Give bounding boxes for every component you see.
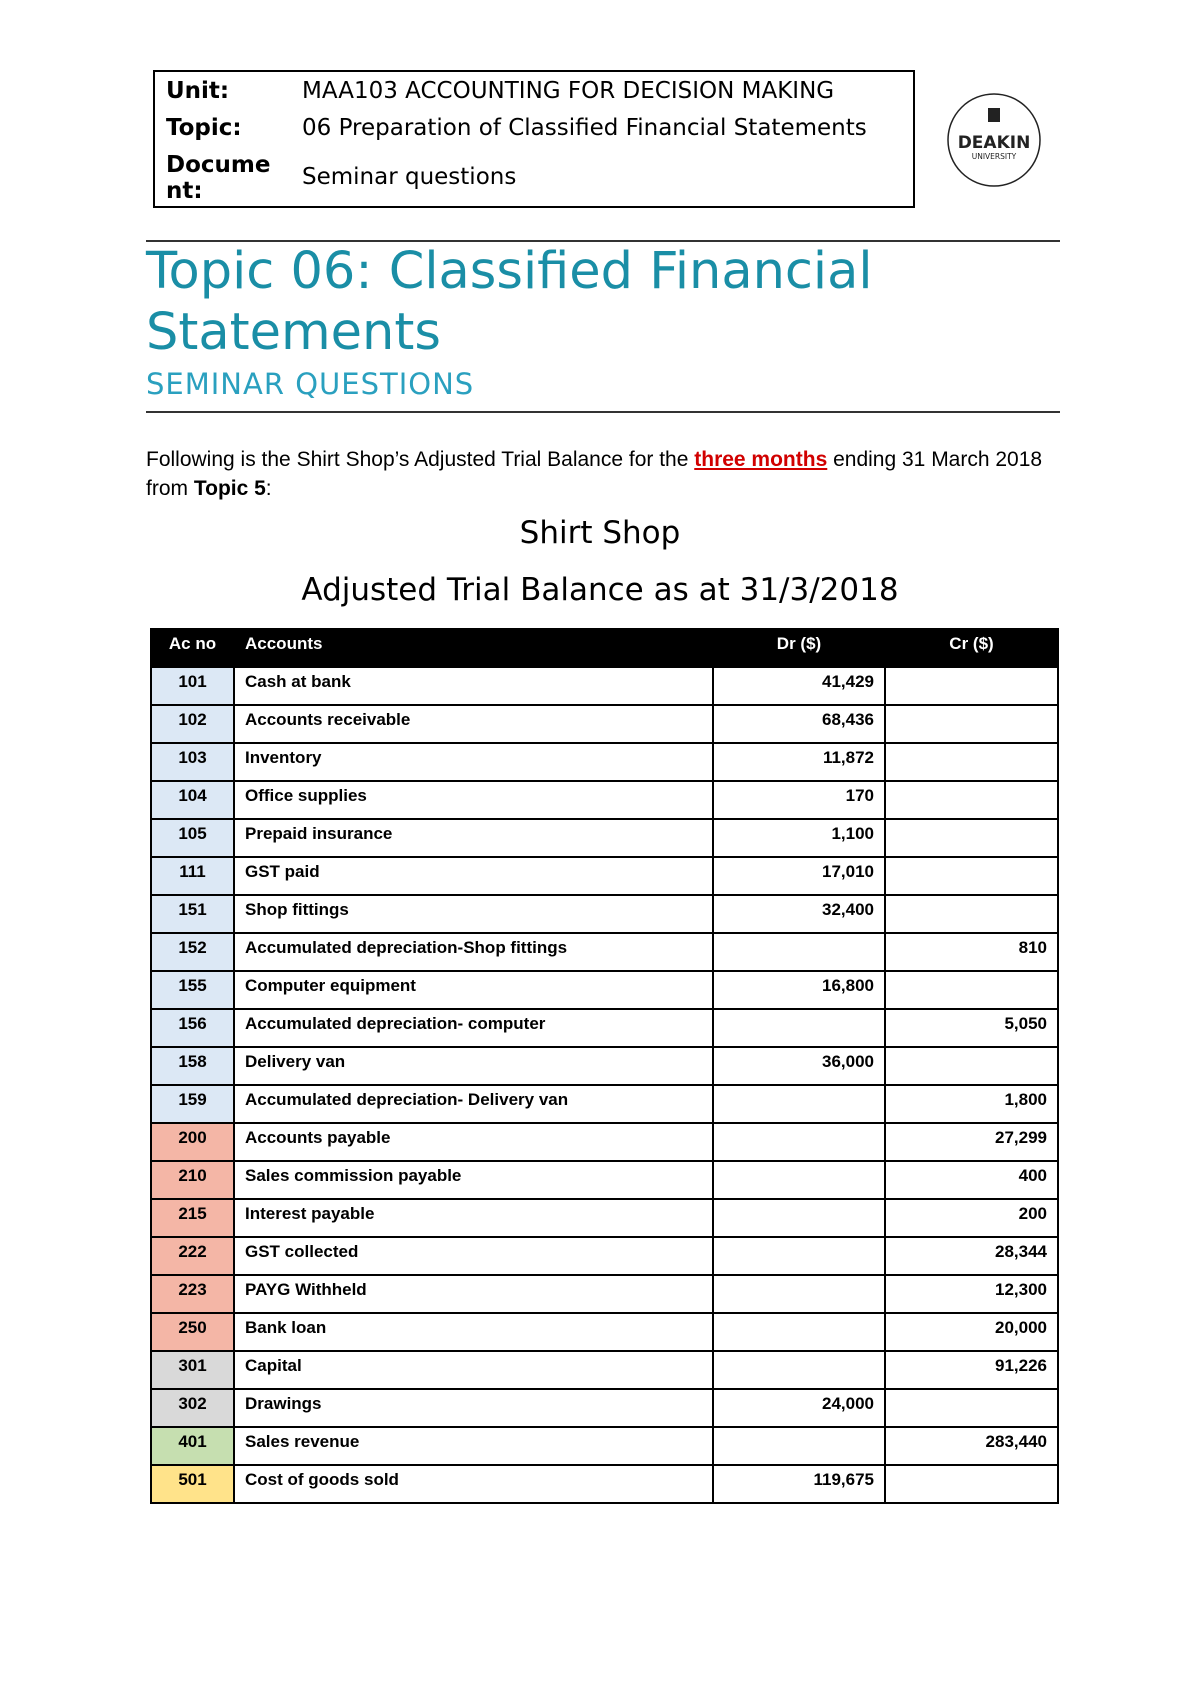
- table-row: [151, 1047, 1058, 1085]
- debit-amount: 170: [713, 781, 885, 819]
- account-name: Interest payable: [234, 1199, 713, 1237]
- unit-label: Unit:: [166, 78, 230, 104]
- page-title-line1: Topic 06: Classified Financial: [146, 242, 873, 301]
- credit-amount: 12,300: [885, 1275, 1058, 1313]
- account-number: 158: [151, 1047, 234, 1085]
- debit-amount: [713, 1237, 885, 1275]
- credit-amount: [885, 1047, 1058, 1085]
- table-row: [151, 1199, 1058, 1237]
- account-number: 302: [151, 1389, 234, 1427]
- account-number: 159: [151, 1085, 234, 1123]
- account-name: Capital: [234, 1351, 713, 1389]
- account-name: Inventory: [234, 743, 713, 781]
- intro-highlight: three months: [694, 448, 828, 471]
- account-number: 111: [151, 857, 234, 895]
- debit-amount: 41,429: [713, 667, 885, 705]
- account-number: 210: [151, 1161, 234, 1199]
- account-name: Drawings: [234, 1389, 713, 1427]
- credit-amount: 200: [885, 1199, 1058, 1237]
- account-name: Shop fittings: [234, 895, 713, 933]
- debit-amount: [713, 1085, 885, 1123]
- debit-amount: 36,000: [713, 1047, 885, 1085]
- account-name: Prepaid insurance: [234, 819, 713, 857]
- account-number: 155: [151, 971, 234, 1009]
- header-cr: Cr ($): [885, 629, 1058, 667]
- credit-amount: 400: [885, 1161, 1058, 1199]
- account-number: 104: [151, 781, 234, 819]
- debit-amount: [713, 1123, 885, 1161]
- table-row: [151, 1085, 1058, 1123]
- debit-amount: [713, 1313, 885, 1351]
- debit-amount: 24,000: [713, 1389, 885, 1427]
- intro-paragraph: [146, 445, 1046, 503]
- account-number: 105: [151, 819, 234, 857]
- debit-amount: [713, 933, 885, 971]
- account-name: Accounts receivable: [234, 705, 713, 743]
- page-title: [146, 241, 1046, 363]
- account-name: GST paid: [234, 857, 713, 895]
- table-row: [151, 1389, 1058, 1427]
- debit-amount: 17,010: [713, 857, 885, 895]
- header-ac-no: Ac no: [151, 629, 234, 667]
- table-row: [151, 1237, 1058, 1275]
- debit-amount: 11,872: [713, 743, 885, 781]
- account-name: Cash at bank: [234, 667, 713, 705]
- table-header-row: [151, 629, 1058, 667]
- account-number: 200: [151, 1123, 234, 1161]
- credit-amount: 5,050: [885, 1009, 1058, 1047]
- account-number: 301: [151, 1351, 234, 1389]
- header-accounts: Accounts: [234, 629, 713, 667]
- page-subtitle: SEMINAR QUESTIONS: [146, 367, 475, 401]
- credit-amount: [885, 743, 1058, 781]
- credit-amount: [885, 705, 1058, 743]
- credit-amount: [885, 1389, 1058, 1427]
- account-number: 151: [151, 895, 234, 933]
- debit-amount: [713, 1009, 885, 1047]
- account-number: 156: [151, 1009, 234, 1047]
- credit-amount: [885, 895, 1058, 933]
- table-row: [151, 705, 1058, 743]
- account-number: 223: [151, 1275, 234, 1313]
- credit-amount: 27,299: [885, 1123, 1058, 1161]
- account-name: Accumulated depreciation-Shop fittings: [234, 933, 713, 971]
- table-row: [151, 1275, 1058, 1313]
- account-name: Accumulated depreciation- computer: [234, 1009, 713, 1047]
- table-row: [151, 1009, 1058, 1047]
- table-row: [151, 743, 1058, 781]
- document-label: [166, 152, 286, 204]
- table-row: [151, 857, 1058, 895]
- credit-amount: [885, 1465, 1058, 1503]
- document-label-line2: nt:: [166, 178, 203, 204]
- document-info-box: [153, 70, 915, 208]
- credit-amount: [885, 819, 1058, 857]
- credit-amount: 810: [885, 933, 1058, 971]
- credit-amount: 283,440: [885, 1427, 1058, 1465]
- topic-value: 06 Preparation of Classified Financial Statements: [302, 115, 867, 141]
- company-name: Shirt Shop: [519, 515, 681, 551]
- credit-amount: [885, 781, 1058, 819]
- account-name: Accounts payable: [234, 1123, 713, 1161]
- table-row: [151, 667, 1058, 705]
- account-number: 152: [151, 933, 234, 971]
- intro-bold: Topic 5: [193, 477, 266, 500]
- document-value: Seminar questions: [302, 164, 517, 190]
- credit-amount: 28,344: [885, 1237, 1058, 1275]
- document-label-line1: Docume: [166, 152, 271, 178]
- table-row: [151, 781, 1058, 819]
- intro-text-2: ending 31 March 2018 from: [146, 448, 1043, 500]
- account-number: 103: [151, 743, 234, 781]
- credit-amount: [885, 857, 1058, 895]
- unit-value: MAA103 ACCOUNTING FOR DECISION MAKING: [302, 78, 835, 104]
- table-row: [151, 1161, 1058, 1199]
- logo-text-main: DEAKIN: [957, 133, 1031, 153]
- account-name: Sales commission payable: [234, 1161, 713, 1199]
- deakin-crest-icon: [988, 108, 1000, 122]
- table-row: [151, 895, 1058, 933]
- account-number: 101: [151, 667, 234, 705]
- table-row: [151, 1351, 1058, 1389]
- debit-amount: [713, 1199, 885, 1237]
- account-number: 215: [151, 1199, 234, 1237]
- debit-amount: [713, 1427, 885, 1465]
- debit-amount: [713, 1161, 885, 1199]
- account-number: 401: [151, 1427, 234, 1465]
- table-row: [151, 1313, 1058, 1351]
- account-name: Office supplies: [234, 781, 713, 819]
- intro-text-3: :: [265, 477, 272, 500]
- debit-amount: 68,436: [713, 705, 885, 743]
- account-name: Delivery van: [234, 1047, 713, 1085]
- credit-amount: 91,226: [885, 1351, 1058, 1389]
- account-name: Cost of goods sold: [234, 1465, 713, 1503]
- trial-balance-table: [150, 628, 1059, 1504]
- account-name: Accumulated depreciation- Delivery van: [234, 1085, 713, 1123]
- page-title-line2: Statements: [146, 303, 441, 362]
- topic-label: Topic:: [166, 115, 242, 141]
- deakin-logo: [946, 92, 1042, 188]
- account-name: PAYG Withheld: [234, 1275, 713, 1313]
- debit-amount: [713, 1275, 885, 1313]
- debit-amount: 32,400: [713, 895, 885, 933]
- account-name: Bank loan: [234, 1313, 713, 1351]
- statement-heading: Adjusted Trial Balance as at 31/3/2018: [301, 572, 899, 608]
- debit-amount: 16,800: [713, 971, 885, 1009]
- account-number: 501: [151, 1465, 234, 1503]
- header-dr: Dr ($): [713, 629, 885, 667]
- table-row: [151, 1427, 1058, 1465]
- account-name: GST collected: [234, 1237, 713, 1275]
- debit-amount: 1,100: [713, 819, 885, 857]
- credit-amount: [885, 667, 1058, 705]
- account-number: 250: [151, 1313, 234, 1351]
- table-row: [151, 1465, 1058, 1503]
- account-name: Computer equipment: [234, 971, 713, 1009]
- account-number: 102: [151, 705, 234, 743]
- table-row: [151, 819, 1058, 857]
- credit-amount: [885, 971, 1058, 1009]
- credit-amount: 20,000: [885, 1313, 1058, 1351]
- logo-text-sub: UNIVERSITY: [971, 152, 1017, 161]
- credit-amount: 1,800: [885, 1085, 1058, 1123]
- account-number: 222: [151, 1237, 234, 1275]
- table-row: [151, 971, 1058, 1009]
- bottom-divider: [146, 411, 1060, 413]
- debit-amount: 119,675: [713, 1465, 885, 1503]
- table-row: [151, 933, 1058, 971]
- account-name: Sales revenue: [234, 1427, 713, 1465]
- debit-amount: [713, 1351, 885, 1389]
- table-row: [151, 1123, 1058, 1161]
- intro-text-1: Following is the Shirt Shop’s Adjusted Trial Balance for the: [146, 448, 695, 471]
